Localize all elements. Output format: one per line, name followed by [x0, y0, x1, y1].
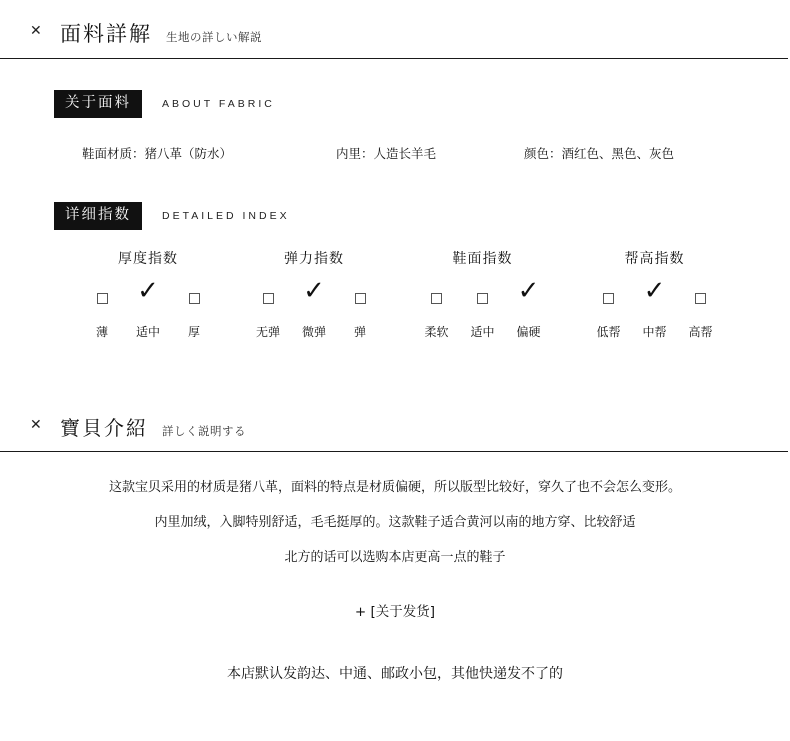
section-header-intro — [0, 412, 788, 452]
index-option-label: 高帮 — [688, 325, 713, 339]
section-header-fabric — [0, 18, 788, 59]
checkbox-unchecked-icon[interactable] — [263, 293, 274, 304]
checkmark-icon[interactable]: ✓ — [517, 276, 540, 306]
detailed-index-chip: 详细指数 — [54, 202, 142, 230]
checkmark-icon[interactable]: ✓ — [137, 276, 159, 306]
index-option-label: 无弹 — [255, 325, 280, 339]
shipping-note: 本店默认发韵达、中通、邮政小包，其他快递发不了的 — [227, 666, 563, 682]
index-group-thickness — [68, 248, 228, 340]
index-option-label: 适中 — [470, 325, 495, 339]
spec-lining: 内里：人造长羊毛 — [336, 146, 437, 161]
index-group-elasticity — [234, 248, 394, 340]
checkmark-icon[interactable]: ✓ — [643, 276, 666, 306]
index-group-title: 弹力指数 — [284, 251, 344, 267]
checkbox-unchecked-icon[interactable] — [431, 293, 442, 304]
index-option[interactable] — [245, 290, 291, 340]
index-option-label: 厚 — [187, 325, 200, 339]
index-groups — [44, 248, 744, 348]
spec-upper-material: 鞋面材质：猪八革（防水） — [82, 146, 233, 161]
intro-paragraph: 北方的话可以选购本店更高一点的鞋子 — [284, 550, 506, 565]
shipping-expander[interactable]: + [关于发货] — [354, 604, 436, 620]
about-fabric-chip-en: ABOUT FABRIC — [162, 97, 275, 110]
index-option[interactable] — [414, 290, 460, 340]
index-option-label: 柔软 — [424, 325, 449, 339]
index-option[interactable] — [632, 276, 678, 340]
index-option-label: 微弹 — [301, 325, 326, 339]
spec-colors: 颜色：酒红色、黑色、灰色 — [524, 146, 675, 161]
checkbox-unchecked-icon[interactable] — [477, 293, 488, 304]
checkbox-unchecked-icon[interactable] — [695, 293, 706, 304]
index-option[interactable] — [291, 276, 337, 340]
close-icon[interactable]: ✕ — [30, 417, 42, 433]
close-icon[interactable]: ✕ — [30, 23, 42, 39]
detailed-index-chip-en: DETAILED INDEX — [162, 209, 290, 222]
index-option-label: 适中 — [135, 325, 160, 339]
index-option[interactable] — [506, 276, 552, 340]
checkbox-unchecked-icon[interactable] — [189, 293, 200, 304]
page-subtitle: 生地の詳しい解説 — [166, 30, 262, 44]
fabric-spec-row — [54, 144, 714, 164]
about-fabric-heading — [54, 90, 275, 118]
index-option[interactable] — [125, 276, 171, 340]
index-group-shaft-height — [572, 248, 737, 340]
index-option[interactable] — [460, 290, 506, 340]
index-option-label: 偏硬 — [516, 325, 541, 339]
detailed-index-heading — [54, 202, 290, 230]
index-group-title: 帮高指数 — [624, 251, 685, 267]
intro-body — [0, 470, 790, 689]
section-title-intro: 寶貝介紹 — [60, 416, 148, 440]
index-option-label: 弹 — [353, 325, 366, 339]
index-option-label: 中帮 — [642, 325, 667, 339]
checkbox-unchecked-icon[interactable] — [603, 293, 614, 304]
index-option[interactable] — [586, 290, 632, 340]
page-title: 面料詳解 — [60, 22, 152, 46]
checkbox-unchecked-icon[interactable] — [97, 293, 108, 304]
intro-paragraph: 内里加绒，入脚特别舒适，毛毛挺厚的。这款鞋子适合黄河以南的地方穿、比较舒适 — [154, 515, 636, 530]
intro-paragraph: 这款宝贝采用的材质是猪八革，面料的特点是材质偏硬，所以版型比较好，穿久了也不会怎么变形。 — [108, 480, 681, 495]
about-fabric-chip: 关于面料 — [54, 90, 142, 118]
index-option[interactable] — [171, 290, 217, 340]
index-option[interactable] — [678, 290, 724, 340]
index-group-title: 厚度指数 — [118, 251, 178, 267]
index-option-label: 薄 — [95, 325, 108, 339]
index-group-upper — [400, 248, 565, 340]
index-group-title: 鞋面指数 — [452, 251, 513, 267]
checkmark-icon[interactable]: ✓ — [303, 276, 325, 306]
index-option-label: 低帮 — [596, 325, 621, 339]
checkbox-unchecked-icon[interactable] — [355, 293, 366, 304]
index-option[interactable] — [79, 290, 125, 340]
section-subtitle-intro: 詳しく説明する — [162, 424, 246, 438]
index-option[interactable] — [337, 290, 383, 340]
